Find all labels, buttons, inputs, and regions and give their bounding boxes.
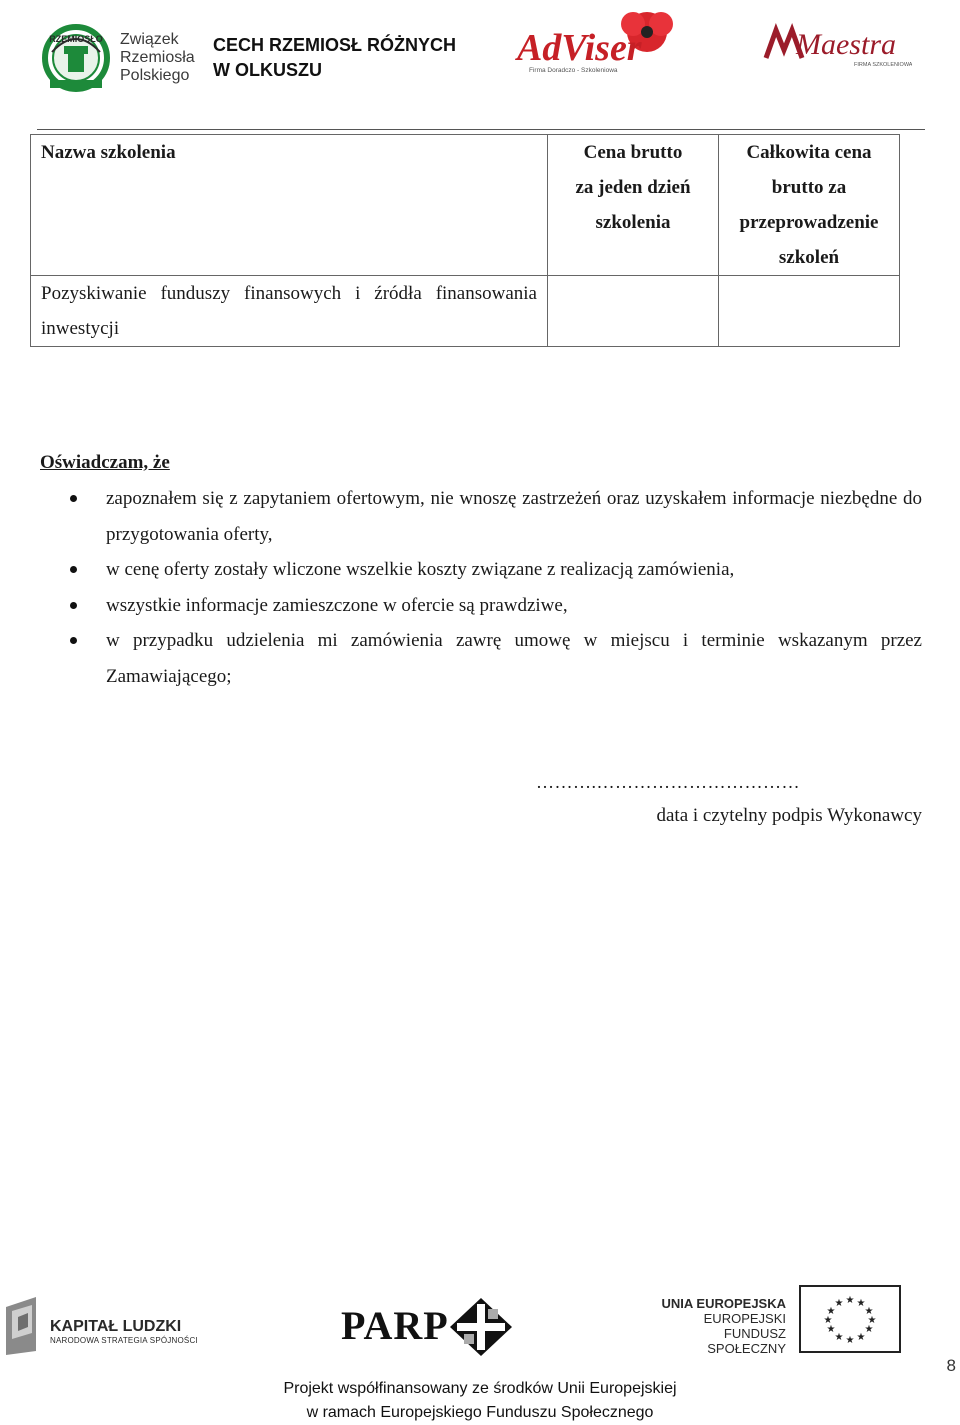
svg-text:AdViser: AdViser [517,27,642,69]
signature-label: data i czytelny podpis Wykonawcy [656,805,922,826]
offer-table [30,134,900,347]
bullet-icon [70,566,77,573]
cech-line: W OLKUSZU [213,60,322,80]
svg-text:Maestra: Maestra [796,28,896,61]
eu-fund-text [648,1296,786,1356]
page-number: 8 [946,1356,956,1375]
header-training-name: Nazwa szkolenia [31,135,548,276]
list-item: w cenę oferty zostały wliczone wszelkie koszty związane z realizacją zamówienia, [106,552,922,588]
svg-text:FIRMA SZKOLENIOWA: FIRMA SZKOLENIOWA [854,62,912,68]
list-item: wszystkie informacje zamieszczone w ofercie są prawdziwe, [106,588,922,624]
eu-line: UNIA EUROPEJSKA [661,1296,786,1311]
statement-title: Oświadczam, że [40,452,170,473]
cofinancing-line: w ramach Europejskiego Funduszu Społecznego [306,1404,654,1421]
svg-text:★: ★ [826,1324,836,1335]
header-price-per-day: Cena brutto za jeden dzień szkolenia [548,135,719,276]
parp-logo-text: PARP [341,1303,449,1348]
signature-line: ……….…………………………… [536,772,800,792]
kapital-ludzki-subtitle: NARODOWA STRATEGIA SPÓJNOŚCI [50,1336,198,1345]
svg-text:★: ★ [867,1315,877,1326]
bullet-icon [70,637,77,644]
zrp-line: Związek [120,31,179,48]
adviser-logo [515,10,680,80]
svg-text:★: ★ [845,1295,855,1306]
svg-text:★: ★ [845,1335,855,1346]
zrp-line: Rzemiosła [120,49,195,66]
table-header-row [31,135,900,276]
zrp-line: Polskiego [120,67,190,84]
header-total-price: Całkowita cena brutto za przeprowadzenie szkoleń [719,135,900,276]
statement-list [40,481,922,694]
kapital-ludzki-title: KAPITAŁ LUDZKI [50,1318,182,1335]
list-item: w przypadku udzielenia mi zamówienia zawrę umowę w miejscu i terminie wskazanym przez Zamawiającego; [106,623,922,694]
header-divider [37,129,925,130]
eu-line: EUROPEJSKI [703,1311,786,1326]
svg-text:★: ★ [856,1298,866,1309]
svg-text:★: ★ [834,1298,844,1309]
svg-text:★: ★ [864,1306,874,1317]
svg-text:★: ★ [823,1315,833,1326]
svg-text:★: ★ [826,1306,836,1317]
zrp-emblem-icon [45,27,107,89]
cech-line: CECH RZEMIOSŁ RÓŻNYCH [213,35,456,55]
svg-text:★: ★ [834,1332,844,1343]
cofinancing-line: Projekt współfinansowany ze środków Unii Europejskiej [283,1380,677,1397]
svg-text:RZEMIOSŁO: RZEMIOSŁO [49,34,103,44]
table-row [31,276,900,347]
kapital-ludzki-emblem-icon [6,1297,36,1355]
cech-name [213,33,456,83]
training-name-cell: Pozyskiwanie funduszy finansowych i źródła finansowania inwestycji [31,276,548,347]
price-per-day-cell[interactable] [548,276,719,347]
svg-text:★: ★ [864,1324,874,1335]
list-item: zapoznałem się z zapytaniem ofertowym, nie wnoszę zastrzeżeń oraz uzyskałem informacje niezbędne do przygotowania oferty, [106,481,922,552]
cofinancing-note [200,1377,760,1425]
svg-text:Firma Doradczo - Szkoleniowa: Firma Doradczo - Szkoleniowa [529,67,618,74]
bullet-icon [70,602,77,609]
zrp-name [120,31,195,85]
maestra-logo [762,20,912,72]
bullet-icon [70,495,77,502]
svg-text:★: ★ [856,1332,866,1343]
eu-flag-icon [799,1285,901,1353]
parp-emblem-icon [448,1296,514,1358]
total-price-cell[interactable] [719,276,900,347]
eu-line: FUNDUSZ SPOŁECZNY [707,1326,786,1356]
